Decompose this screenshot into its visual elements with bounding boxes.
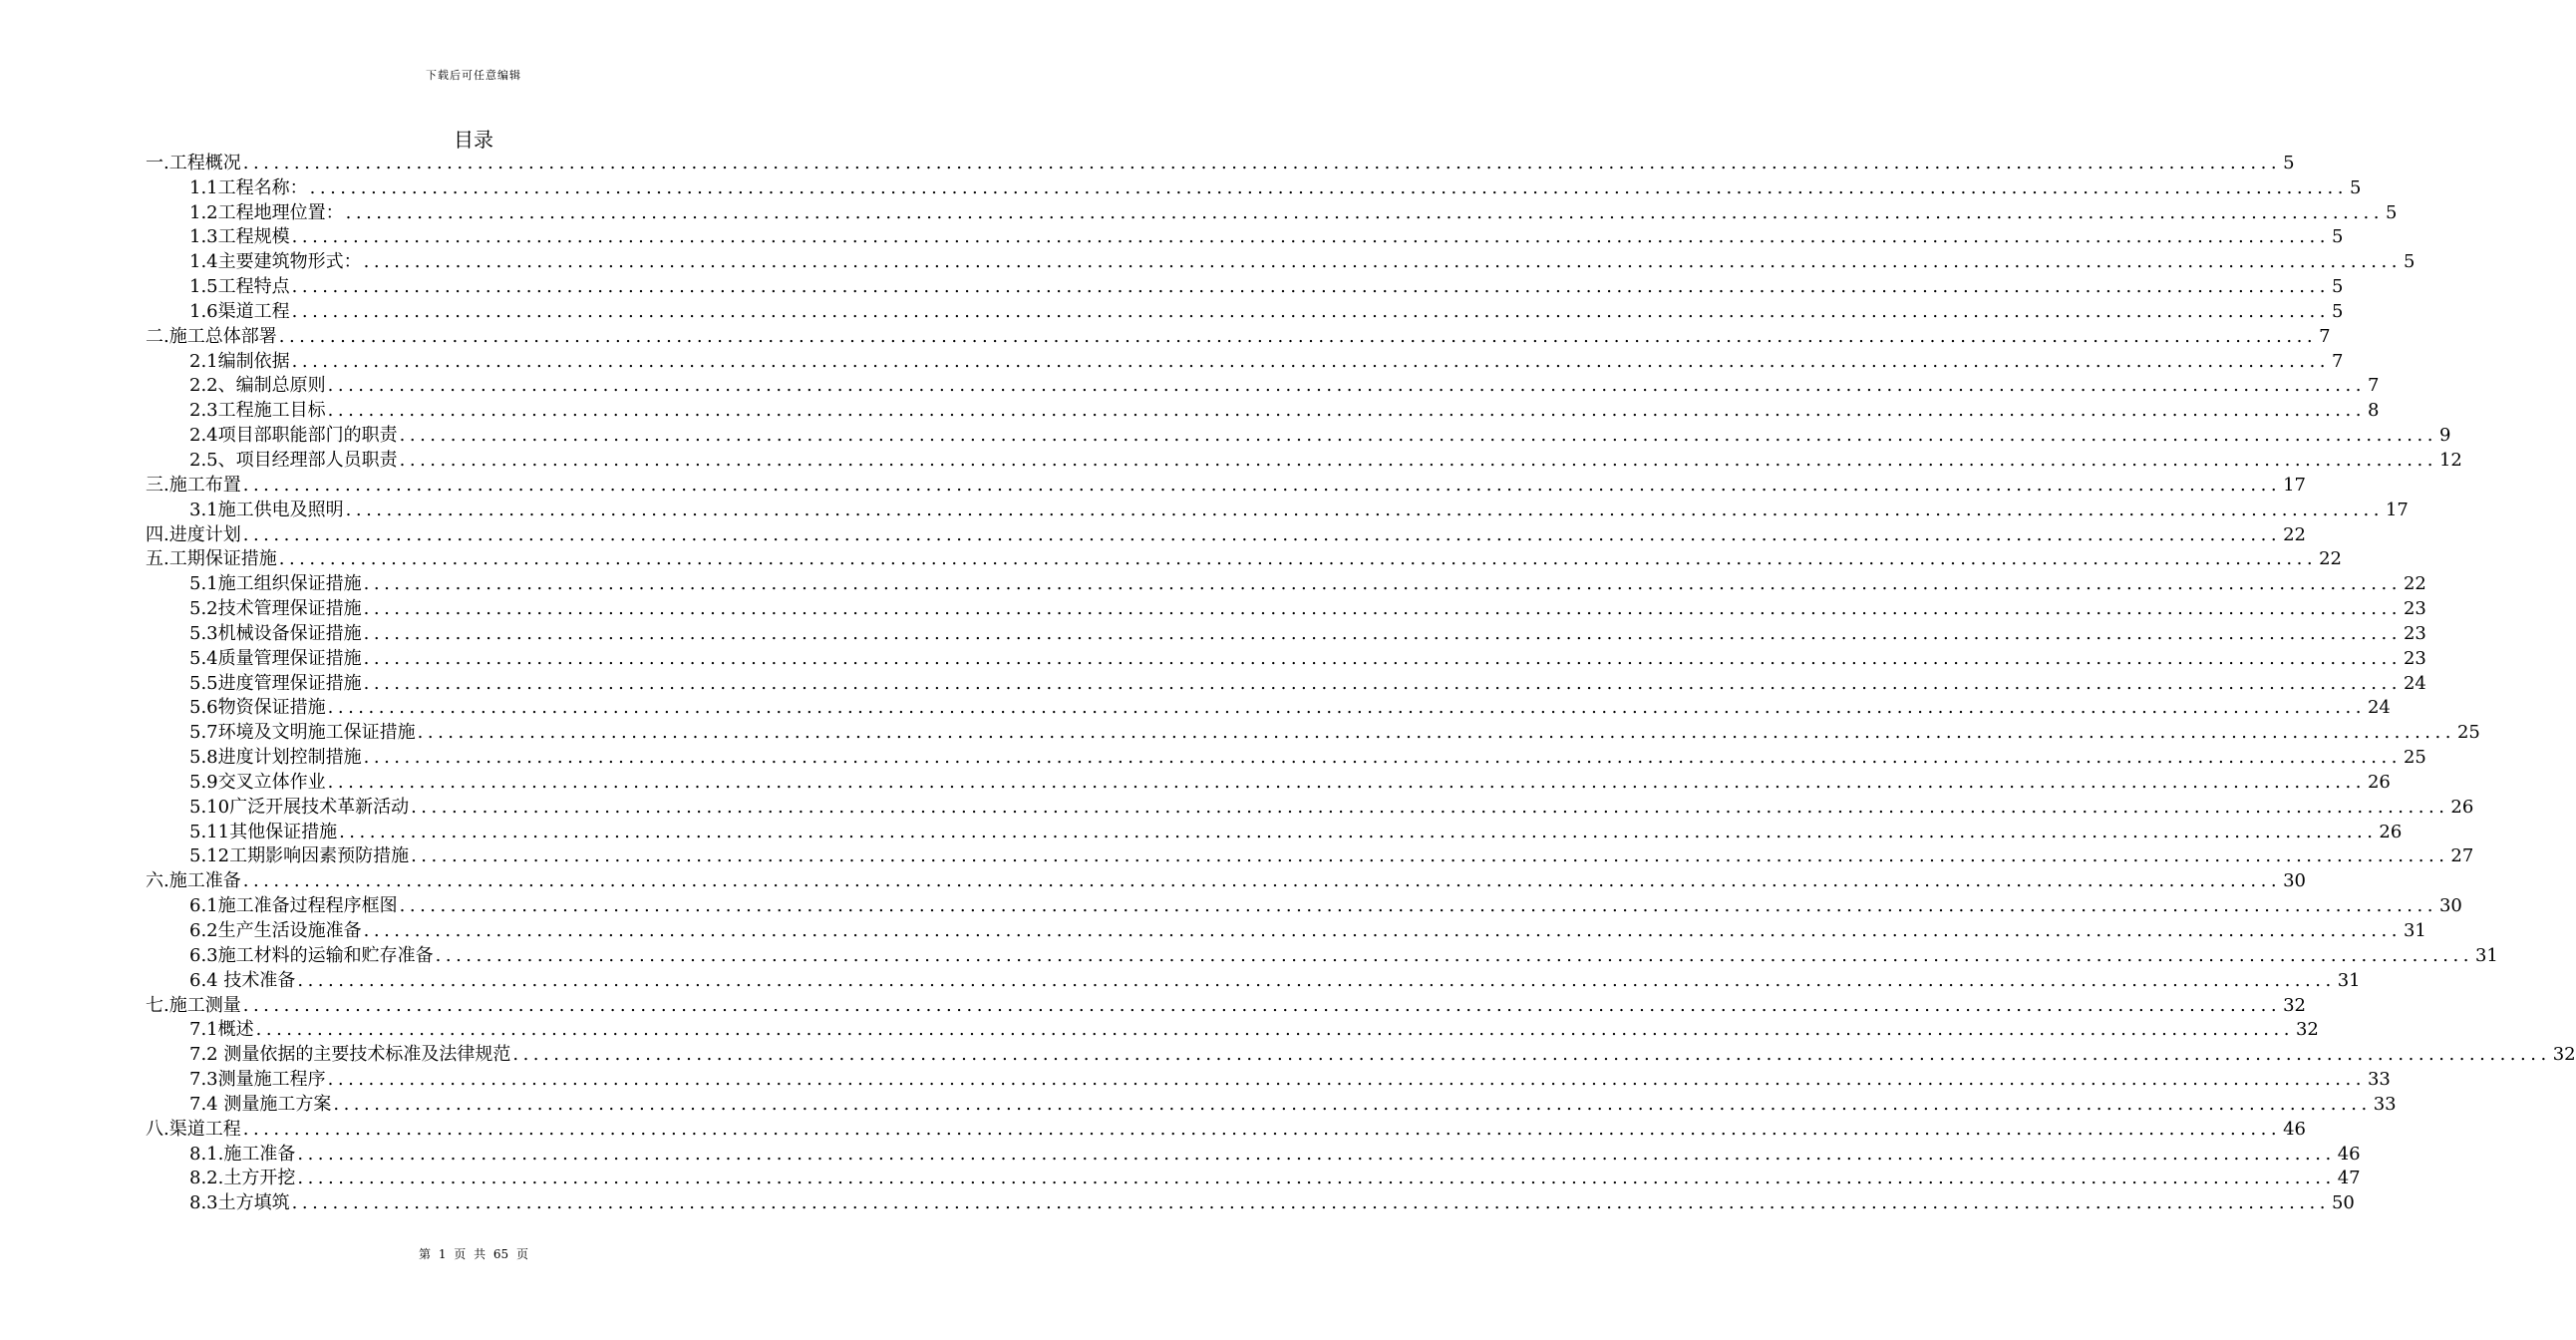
toc-entry-label: 1.5工程特点 <box>189 276 290 298</box>
toc-entry-page-number: 12 <box>2438 449 2462 471</box>
toc-entry-page-number: 5 <box>2403 251 2415 273</box>
toc-dot-leader: ........................................................................................................................................................................................................ <box>327 400 2366 422</box>
toc-entry[interactable] <box>146 248 2415 273</box>
toc-dot-leader: ........................................................................................................................................................................................................ <box>345 499 2384 520</box>
toc-entry[interactable] <box>146 819 2403 843</box>
toc-entry[interactable] <box>146 1017 2319 1042</box>
toc-entry-page-number: 47 <box>2337 1168 2361 1189</box>
toc-entry-label: 6.2生产生活设施准备 <box>189 920 362 941</box>
toc-dot-leader: ........................................................................................................................................................................................................ <box>297 969 2336 991</box>
toc-entry-page-number: 32 <box>2283 994 2306 1016</box>
toc-entry[interactable] <box>146 150 2295 174</box>
toc-entry-label: 7.4 测量施工方案 <box>189 1093 332 1115</box>
toc-entry[interactable] <box>146 892 2462 917</box>
toc-entry[interactable] <box>146 224 2344 249</box>
toc-entry-label: 5.9交叉立体作业 <box>189 771 326 793</box>
toc-entry-label: 2.1编制依据 <box>189 350 290 372</box>
toc-dot-leader: ........................................................................................................................................................................................................ <box>297 1168 2336 1189</box>
toc-entry-label: 四.进度计划 <box>146 523 241 545</box>
toc-dot-leader: ........................................................................................................................................................................................................ <box>327 771 2366 793</box>
toc-entry-page-number: 30 <box>2283 870 2306 892</box>
toc-entry[interactable] <box>146 174 2362 199</box>
toc-dot-leader: ........................................................................................................................................................................................................ <box>291 350 2330 372</box>
toc-entry[interactable] <box>146 744 2426 769</box>
toc-dot-leader: ........................................................................................................................................................................................................ <box>309 176 2348 198</box>
toc-entry-label: 5.5进度管理保证措施 <box>189 672 362 694</box>
toc-entry-page-number: 17 <box>2283 474 2306 496</box>
toc-entry-page-number: 5 <box>2331 300 2344 322</box>
toc-dot-leader: ........................................................................................................................................................................................................ <box>297 1143 2336 1165</box>
toc-dot-leader: ........................................................................................................................................................................................................ <box>363 920 2402 941</box>
toc-entry-label: 6.4 技术准备 <box>189 969 296 991</box>
toc-entry-page-number: 31 <box>2403 920 2426 941</box>
toc-entry-label: 8.3土方填筑 <box>189 1192 290 1214</box>
toc-entry-label: 8.1.施工准备 <box>189 1143 296 1165</box>
toc-dot-leader: ........................................................................................................................................................................................................ <box>363 622 2402 644</box>
toc-entry-label: 2.5、项目经理部人员职责 <box>189 449 398 471</box>
toc-entry-page-number: 50 <box>2331 1192 2355 1214</box>
toc-entry-page-number: 26 <box>2450 796 2474 818</box>
toc-entry[interactable] <box>146 867 2306 892</box>
toc-dot-leader: ........................................................................................................................................................................................................ <box>242 1118 2282 1140</box>
toc-entry-label: 七.施工测量 <box>146 994 241 1016</box>
toc-dot-leader: ........................................................................................................................................................................................................ <box>417 722 2455 744</box>
toc-entry-label: 三.施工布置 <box>146 474 241 496</box>
toc-dot-leader: ........................................................................................................................................................................................................ <box>411 796 2449 818</box>
toc-dot-leader: ........................................................................................................................................................................................................ <box>327 697 2366 719</box>
toc-entry-page-number: 30 <box>2438 895 2462 917</box>
toc-dot-leader: ........................................................................................................................................................................................................ <box>291 300 2330 322</box>
toc-entry-label: 5.12工期影响因素预防措施 <box>189 845 410 867</box>
toc-entry-label: 八.渠道工程 <box>146 1118 241 1140</box>
toc-entry-page-number: 9 <box>2438 425 2451 447</box>
toc-entry-page-number: 22 <box>2283 523 2306 545</box>
toc-dot-leader: ........................................................................................................................................................................................................ <box>291 1192 2330 1214</box>
toc-entry-label: 2.3工程施工目标 <box>189 400 326 422</box>
toc-entry-label: 5.3机械设备保证措施 <box>189 622 362 644</box>
toc-dot-leader: ........................................................................................................................................................................................................ <box>333 1093 2372 1115</box>
toc-entry-page-number: 5 <box>2349 176 2362 198</box>
toc-entry-page-number: 31 <box>2474 944 2498 966</box>
toc-dot-leader: ........................................................................................................................................................................................................ <box>327 1069 2366 1091</box>
toc-entry-page-number: 24 <box>2403 672 2426 694</box>
toc-title: 目录 <box>454 128 493 152</box>
toc-dot-leader: ........................................................................................................................................................................................................ <box>255 1019 2294 1041</box>
toc-entry-page-number: 46 <box>2283 1118 2306 1140</box>
toc-entry-label: 5.8进度计划控制措施 <box>189 747 362 769</box>
toc-entry[interactable] <box>146 199 2398 224</box>
toc-entry-page-number: 27 <box>2450 845 2474 867</box>
toc-entry-page-number: 46 <box>2337 1143 2361 1165</box>
toc-entry[interactable] <box>146 521 2306 546</box>
toc-entry[interactable] <box>146 546 2342 571</box>
toc-entry[interactable] <box>146 595 2426 620</box>
toc-entry[interactable] <box>146 695 2391 720</box>
toc-entry[interactable] <box>146 497 2409 521</box>
toc-entry[interactable] <box>146 397 2380 422</box>
toc-entry-label: 5.1施工组织保证措施 <box>189 573 362 595</box>
toc-entry-page-number: 32 <box>2295 1019 2319 1041</box>
toc-entry[interactable] <box>146 1141 2361 1166</box>
toc-dot-leader: ........................................................................................................................................................................................................ <box>435 944 2473 966</box>
toc-entry-label: 5.11其他保证措施 <box>189 821 338 842</box>
toc-entry[interactable] <box>146 1166 2361 1190</box>
toc-entry-label: 六.施工准备 <box>146 870 241 892</box>
toc-entry-label: 二.施工总体部署 <box>146 325 277 347</box>
toc-entry[interactable] <box>146 645 2426 670</box>
toc-entry-label: 6.3施工材料的运输和贮存准备 <box>189 944 434 966</box>
table-of-contents <box>146 150 2576 1214</box>
toc-dot-leader: ........................................................................................................................................................................................................ <box>242 870 2282 892</box>
toc-entry-label: 1.1工程名称： <box>189 176 308 198</box>
toc-entry-label: 7.3测量施工程序 <box>189 1069 326 1091</box>
toc-dot-leader: ........................................................................................................................................................................................................ <box>278 325 2318 347</box>
toc-entry-page-number: 22 <box>2319 548 2342 570</box>
toc-entry-label: 3.1施工供电及照明 <box>189 499 344 520</box>
toc-entry-page-number: 5 <box>2331 226 2344 248</box>
toc-dot-leader: ........................................................................................................................................................................................................ <box>363 747 2402 769</box>
toc-entry-label: 2.4项目部职能部门的职责 <box>189 425 398 447</box>
toc-entry-label: 5.10广泛开展技术革新活动 <box>189 796 410 818</box>
toc-dot-leader: ........................................................................................................................................................................................................ <box>399 895 2437 917</box>
toc-entry[interactable] <box>146 769 2391 794</box>
toc-entry[interactable] <box>146 1066 2391 1091</box>
toc-entry[interactable] <box>146 373 2380 398</box>
toc-dot-leader: ........................................................................................................................................................................................................ <box>411 845 2449 867</box>
toc-entry-page-number: 7 <box>2331 350 2344 372</box>
toc-entry-page-number: 17 <box>2385 499 2409 520</box>
toc-dot-leader: ........................................................................................................................................................................................................ <box>399 425 2437 447</box>
toc-entry-label: 2.2、编制总原则 <box>189 375 326 397</box>
toc-entry-label: 1.2工程地理位置： <box>189 201 344 223</box>
toc-entry[interactable] <box>146 298 2344 323</box>
toc-entry-page-number: 5 <box>2385 201 2398 223</box>
toc-entry[interactable] <box>146 422 2451 447</box>
toc-dot-leader: ........................................................................................................................................................................................................ <box>242 523 2282 545</box>
toc-entry-label: 7.1概述 <box>189 1019 254 1041</box>
toc-entry[interactable] <box>146 670 2426 695</box>
toc-dot-leader: ........................................................................................................................................................................................................ <box>291 276 2330 298</box>
toc-entry-label: 一.工程概况 <box>146 152 241 173</box>
toc-entry-page-number: 26 <box>2367 771 2391 793</box>
toc-entry-page-number: 22 <box>2403 573 2426 595</box>
toc-entry-page-number: 33 <box>2367 1069 2391 1091</box>
toc-entry[interactable] <box>146 942 2498 967</box>
toc-dot-leader: ........................................................................................................................................................................................................ <box>339 821 2378 842</box>
toc-entry[interactable] <box>146 992 2306 1017</box>
toc-entry-page-number: 26 <box>2379 821 2403 842</box>
toc-entry-label: 五.工期保证措施 <box>146 548 277 570</box>
toc-entry[interactable] <box>146 570 2426 595</box>
toc-entry-label: 1.4主要建筑物形式： <box>189 251 362 273</box>
toc-entry-label: 5.2技术管理保证措施 <box>189 598 362 620</box>
toc-entry[interactable] <box>146 472 2306 497</box>
toc-entry[interactable] <box>146 719 2480 744</box>
toc-entry[interactable] <box>146 794 2474 819</box>
toc-dot-leader: ........................................................................................................................................................................................................ <box>327 375 2366 397</box>
toc-dot-leader: ........................................................................................................................................................................................................ <box>345 201 2384 223</box>
toc-dot-leader: ........................................................................................................................................................................................................ <box>291 226 2330 248</box>
toc-entry-page-number: 5 <box>2331 276 2344 298</box>
toc-entry[interactable] <box>146 1116 2306 1141</box>
toc-entry[interactable] <box>146 273 2344 298</box>
toc-entry-page-number: 5 <box>2283 152 2295 173</box>
toc-entry-page-number: 32 <box>2552 1044 2576 1066</box>
toc-entry-page-number: 25 <box>2403 747 2426 769</box>
page-header: 下载后可任意编辑 <box>426 69 521 82</box>
toc-entry[interactable] <box>146 1091 2397 1116</box>
toc-entry-page-number: 23 <box>2403 647 2426 669</box>
toc-dot-leader: ........................................................................................................................................................................................................ <box>242 152 2282 173</box>
toc-entry-page-number: 25 <box>2456 722 2480 744</box>
toc-entry[interactable] <box>146 323 2331 348</box>
toc-entry[interactable] <box>146 620 2426 645</box>
page-footer: 第 1 页 共 65 页 <box>419 1247 528 1261</box>
toc-dot-leader: ........................................................................................................................................................................................................ <box>363 672 2402 694</box>
toc-entry-label: 1.3工程规模 <box>189 226 290 248</box>
toc-dot-leader: ........................................................................................................................................................................................................ <box>242 994 2282 1016</box>
toc-entry-page-number: 31 <box>2337 969 2361 991</box>
toc-entry[interactable] <box>146 348 2344 373</box>
toc-dot-leader: ........................................................................................................................................................................................................ <box>363 598 2402 620</box>
toc-dot-leader: ........................................................................................................................................................................................................ <box>363 573 2402 595</box>
toc-entry-label: 5.4质量管理保证措施 <box>189 647 362 669</box>
toc-entry[interactable] <box>146 917 2426 942</box>
toc-entry-label: 5.6物资保证措施 <box>189 697 326 719</box>
toc-entry-label: 5.7环境及文明施工保证措施 <box>189 722 416 744</box>
toc-entry-label: 6.1施工准备过程程序框图 <box>189 895 398 917</box>
toc-dot-leader: ........................................................................................................................................................................................................ <box>399 449 2437 471</box>
toc-entry-page-number: 23 <box>2403 598 2426 620</box>
toc-entry-page-number: 33 <box>2373 1093 2397 1115</box>
toc-entry-label: 7.2 测量依据的主要技术标准及法律规范 <box>189 1044 511 1066</box>
toc-dot-leader: ........................................................................................................................................................................................................ <box>242 474 2282 496</box>
toc-entry[interactable] <box>146 843 2474 868</box>
toc-dot-leader: ........................................................................................................................................................................................................ <box>512 1044 2551 1066</box>
toc-dot-leader: ........................................................................................................................................................................................................ <box>363 647 2402 669</box>
toc-entry-page-number: 23 <box>2403 622 2426 644</box>
toc-entry-page-number: 7 <box>2367 375 2380 397</box>
toc-entry-page-number: 7 <box>2319 325 2331 347</box>
toc-entry-label: 8.2.土方开挖 <box>189 1168 296 1189</box>
toc-entry-page-number: 24 <box>2367 697 2391 719</box>
toc-entry[interactable] <box>146 447 2462 472</box>
toc-dot-leader: ........................................................................................................................................................................................................ <box>363 251 2402 273</box>
toc-dot-leader: ........................................................................................................................................................................................................ <box>278 548 2318 570</box>
toc-entry[interactable] <box>146 1041 2576 1066</box>
toc-entry[interactable] <box>146 1189 2355 1214</box>
toc-entry[interactable] <box>146 967 2361 992</box>
toc-entry-label: 1.6渠道工程 <box>189 300 290 322</box>
toc-entry-page-number: 8 <box>2367 400 2380 422</box>
